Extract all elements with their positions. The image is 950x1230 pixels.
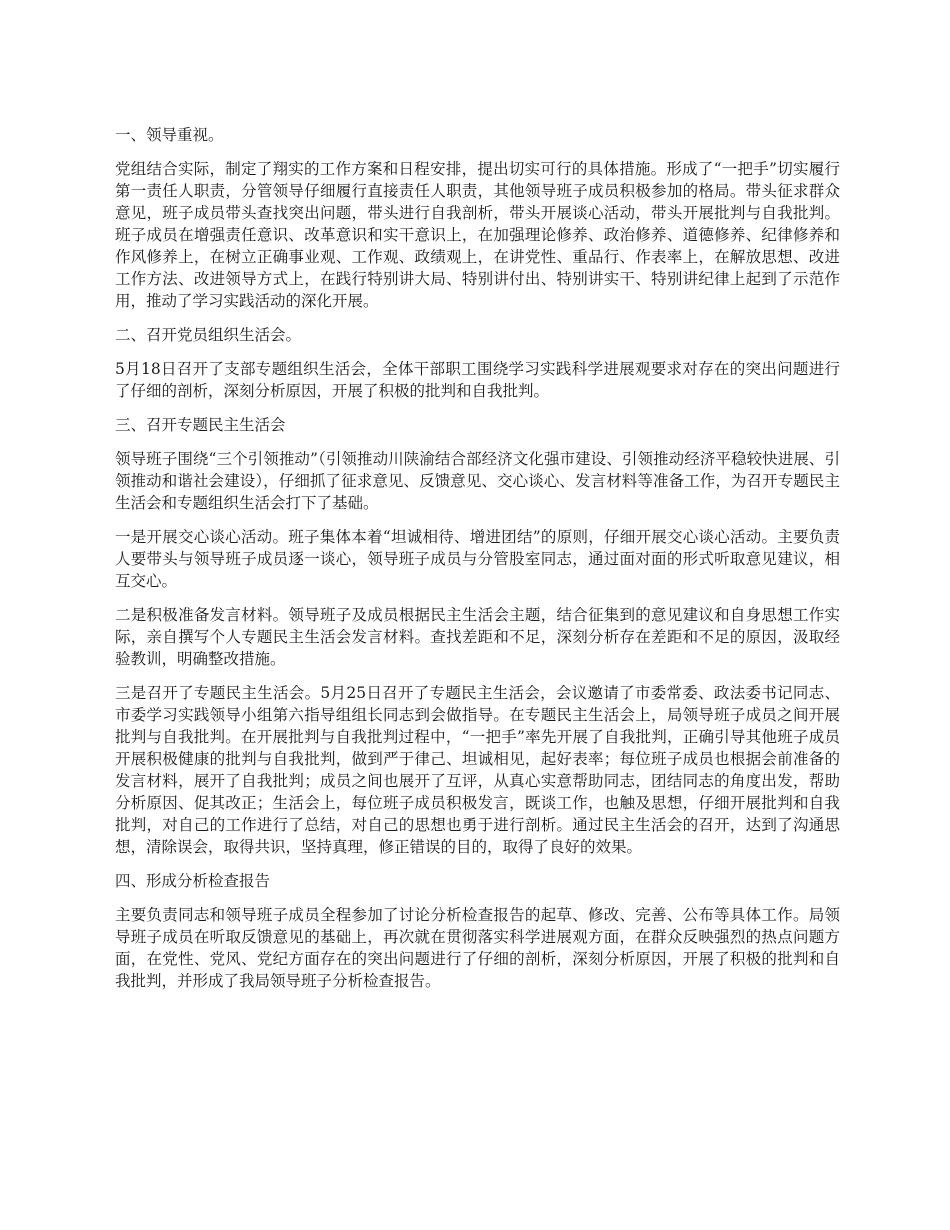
paragraph-party-meeting: 5月18日召开了支部专题组织生活会，全体干部职工围绕学习实践科学进展观要求对存在的突出问题进行了仔细的剖析，深刻分析原因，开展了积极的批判和自我批判。 xyxy=(115,360,840,400)
section-heading-2: 二、召开党员组织生活会。 xyxy=(115,326,302,344)
paragraph-heart-talk: 一是开展交心谈心活动。班子集体本着“坦诚相待、增进团结”的原则，仔细开展交心谈心活动。主要负责人要带头与领导班子成员逐一谈心，领导班子成员与分管股室同志，通过面对面的形式听取意见建议，相互交心。 xyxy=(115,528,840,590)
paragraph-leadership: 党组结合实际，制定了翔实的工作方案和日程安排，提出切实可行的具体措施。形成了“一把手”切实履行第一责任人职责，分管领导仔细履行直接责任人职责，其他领导班子成员积极参加的格局。带头征求群众意见，班子成员带头查找突出问题，带头进行自我剖析，带头开展谈心活动，带头开展批判与自我批判。班子成员在增强责任意识、改革意识和实干意识上，在加强理论修养、政治修养、道德修养、纪律修养和作风修养上，在树立正确事业观、工作观、政绩观上，在讲党性、重品行、作表率上，在解放思想、改进工作方法、改进领导方式上，在践行特别讲大局、特别讲付出、特别讲实干、特别讲纪律上起到了示范作用，推动了学习实践活动的深化开展。 xyxy=(115,160,840,310)
section-heading-3: 三、召开专题民主生活会 xyxy=(115,416,286,434)
section-heading-1: 一、领导重视。 xyxy=(115,126,224,144)
paragraph-three-leads: 领导班子围绕“三个引领推动”（引领推动川陕渝结合部经济文化强市建设、引领推动经济平稳较快进展、引领推动和谐社会建设），仔细抓了征求意见、反馈意见、交心谈心、发言材料等准备工作，为召开专题民主生活会和专题组织生活会打下了基础。 xyxy=(115,450,840,512)
paragraph-democratic-meeting: 三是召开了专题民主生活会。5月25日召开了专题民主生活会，会议邀请了市委常委、政法委书记同志、市委学习实践领导小组第六指导组组长同志到会做指导。在专题民主生活会上，局领导班子成员之间开展批判与自我批判。在开展批判与自我批判过程中，“一把手”率先开展了自我批判，正确引导其他班子成员开展积极健康的批判与自我批判，做到严于律己、坦诚相见，起好表率；每位班子成员也根据会前准备的发言材料，展开了自我批判；成员之间也展开了互评，从真心实意帮助同志，团结同志的角度出发，帮助分析原因、促其改正；生活会上，每位班子成员积极发言，既谈工作，也触及思想，仔细开展批判和自我批判，对自己的工作进行了总结，对自己的思想也勇于进行剖析。通过民主生活会的召开，达到了沟通思想，清除误会，取得共识，坚持真理，修正错误的目的，取得了良好的效果。 xyxy=(115,684,840,856)
paragraph-speech-materials: 二是积极准备发言材料。领导班子及成员根据民主生活会主题，结合征集到的意见建议和自身思想工作实际，亲自撰写个人专题民主生活会发言材料。查找差距和不足，深刻分析存在差距和不足的原因，汲取经验教训，明确整改措施。 xyxy=(115,606,840,668)
section-heading-4: 四、形成分析检查报告 xyxy=(115,872,271,890)
paragraph-analysis-report: 主要负责同志和领导班子成员全程参加了讨论分析检查报告的起草、修改、完善、公布等具体工作。局领导班子成员在听取反馈意见的基础上，再次就在贯彻落实科学进展观方面，在群众反映强烈的热点问题方面，在党性、党风、党纪方面存在的突出问题进行了仔细的剖析，深刻分析原因，开展了积极的批判和自我批判，并形成了我局领导班子分析检查报告。 xyxy=(115,906,840,990)
document-body xyxy=(115,124,840,1004)
